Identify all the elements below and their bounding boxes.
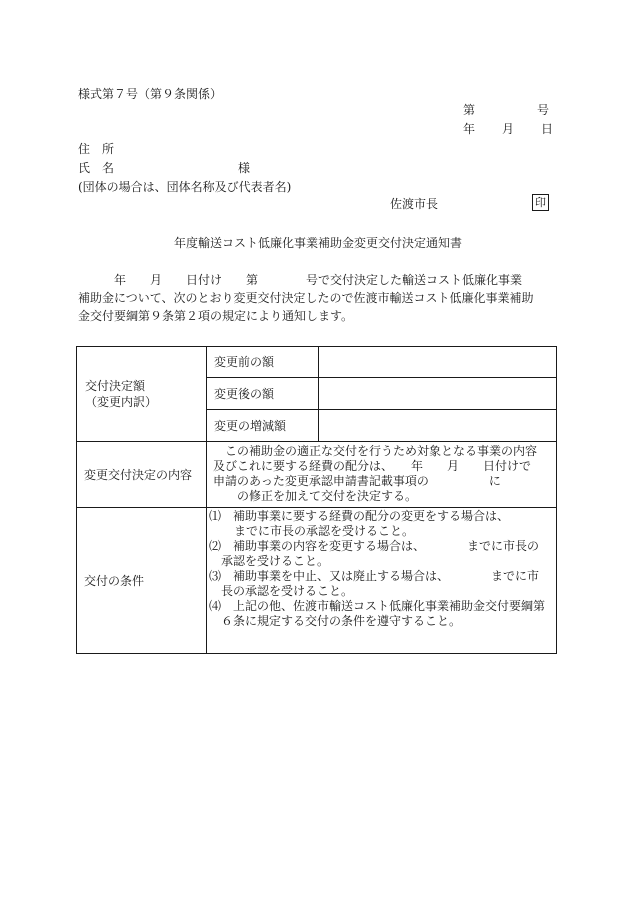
- condition-line: 承認を受けること。: [221, 554, 330, 568]
- content-line: の修正を加えて交付を決定する。: [213, 489, 418, 503]
- difference-amount-label: 変更の増減額: [207, 410, 319, 442]
- condition-line: 長の承認を受けること。: [221, 584, 354, 598]
- before-amount-value: [319, 347, 557, 378]
- organization-note: (団体の場合は、団体名称及び代表者名): [78, 180, 292, 194]
- condition-line: までに市長の承認を受けること。: [234, 524, 415, 538]
- issuer-name: 佐渡市長: [390, 197, 439, 211]
- after-amount-value: [319, 378, 557, 410]
- date-month-label: 月: [502, 122, 515, 136]
- address-label: 住 所: [78, 142, 115, 156]
- grant-amount-label: 交付決定額: [85, 379, 146, 393]
- change-content-label: 変更交付決定の内容: [77, 442, 207, 508]
- change-breakdown-label: （変更内訳）: [85, 395, 158, 409]
- condition-line: ⑷ 上記の他、佐渡市輸送コスト低廉化事業補助金交付要綱第: [209, 599, 546, 613]
- document-title: 年度輸送コスト低廉化事業補助金変更交付決定通知書: [174, 236, 463, 250]
- content-line: 申請のあった変更承認申請書記載事項の に: [213, 474, 501, 488]
- honorific-sama: 様: [238, 161, 251, 175]
- content-line: 及びこれに要する経費の配分は、 年 月 日付けで: [213, 459, 532, 473]
- body-line: 補助金について、次のとおり変更交付決定したので佐渡市輸送コスト低廉化事業補助: [78, 291, 534, 305]
- conditions-label: 交付の条件: [77, 508, 207, 654]
- body-paragraph: [78, 271, 556, 325]
- condition-line: ⑴ 補助事業に要する経費の配分の変更をする場合は、: [209, 509, 510, 523]
- before-amount-label: 変更前の額: [207, 347, 319, 378]
- content-line: この補助金の適正な交付を行うため対象となる事業の内容: [213, 444, 538, 458]
- condition-line: ６条に規定する交付の条件を遵守すること。: [221, 614, 462, 628]
- form-number: 様式第７号（第９条関係）: [78, 87, 223, 101]
- body-line: 金交付要綱第９条第２項の規定により通知します。: [78, 309, 354, 323]
- change-content-text: [207, 442, 557, 508]
- after-amount-label: 変更後の額: [207, 378, 319, 410]
- date-year-label: 年: [463, 122, 476, 136]
- number-prefix: 第: [463, 103, 476, 117]
- number-suffix: 号: [537, 103, 550, 117]
- body-line: 年 月 日付け 第 号で交付決定した輸送コスト低廉化事業: [78, 273, 523, 287]
- condition-line: ⑶ 補助事業を中止、又は廃止する場合は、 までに市: [209, 569, 540, 583]
- difference-amount-value: [319, 410, 557, 442]
- name-label: 氏 名: [78, 161, 115, 175]
- conditions-text: [207, 508, 557, 654]
- grant-amount-label-cell: [77, 347, 207, 442]
- official-seal-box: 印: [532, 194, 549, 211]
- date-day-label: 日: [541, 122, 554, 136]
- grant-decision-table: [76, 346, 557, 654]
- condition-line: ⑵ 補助事業の内容を変更する場合は、 までに市長の: [209, 539, 540, 553]
